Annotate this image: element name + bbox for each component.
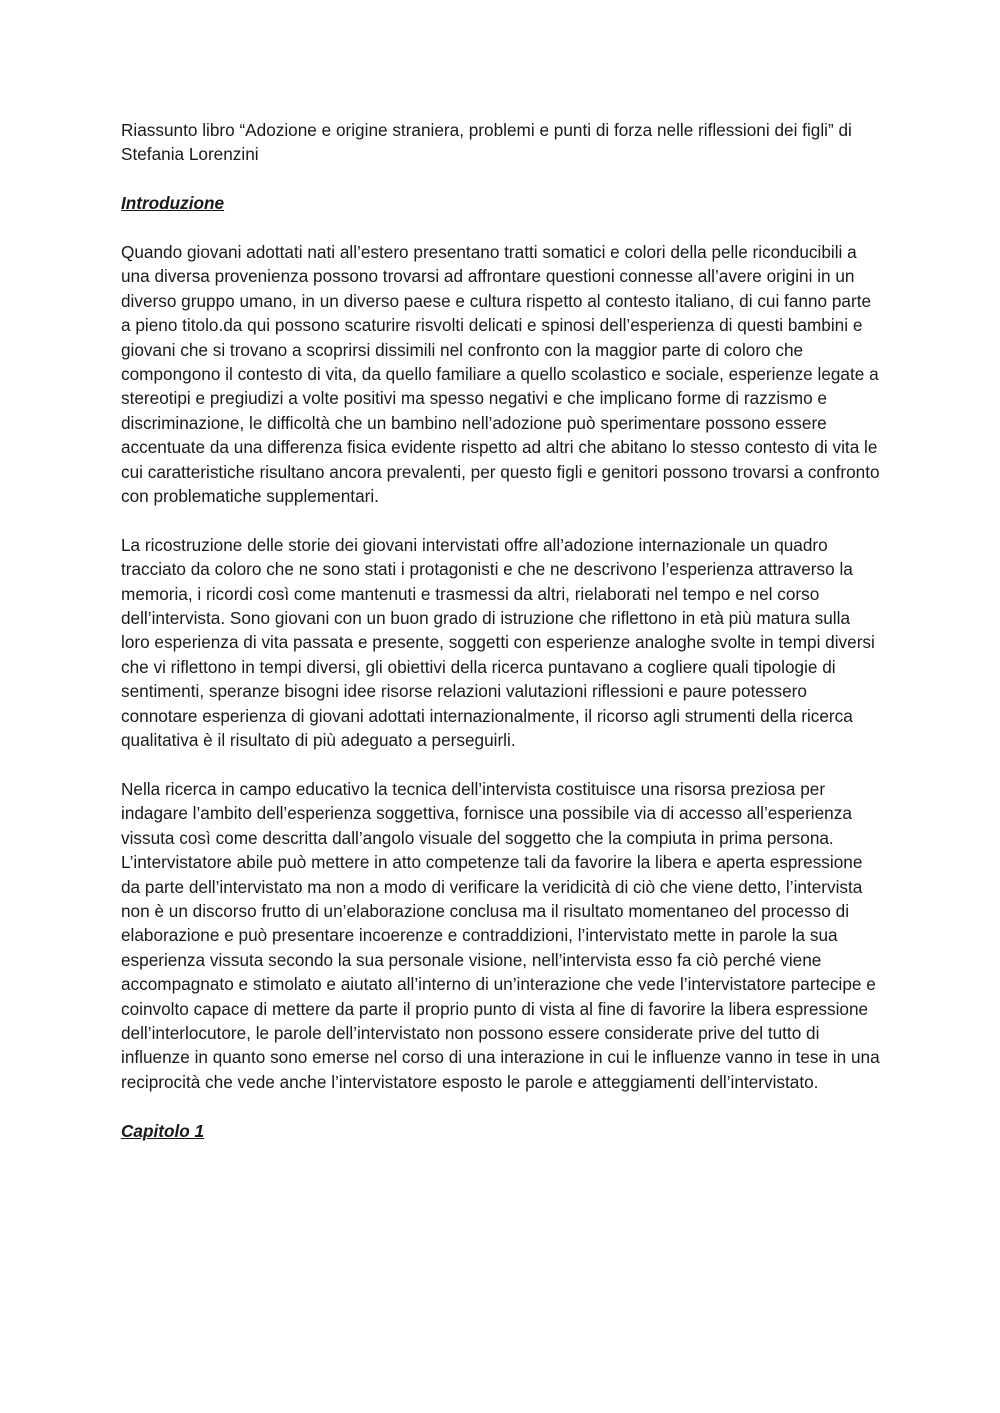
document-page <box>121 118 883 1167</box>
section-heading-introduzione: Introduzione <box>121 193 225 214</box>
paragraph: Nella ricerca in campo educativo la tecnica dell’intervista costituisce una risorsa preziosa per indagare l’ambito dell’esperienza soggettiva, fornisce una possibile via di accesso all’esperienza vissuta così come descritta dall’angolo visuale del soggetto che la compiuta in prima persona. L’intervistatore abile può mettere in atto competenze tali da favorire la libera e aperta espressione da parte dell’intervistato ma non a modo di verificare la veridicità di ciò che viene detto, l’intervista non è un discorso frutto di un’elaborazione conclusa ma il risultato momentaneo del processo di elaborazione e può presentare incoerenze e contraddizioni, l’intervistato mette in parole la sua esperienza vissuta secondo la sua personale visione, nell’intervista esso fa ciò perché viene accompagnato e stimolato e aiutato all’interno di un’interazione che vede l’intervistatore partecipe e coinvolto capace di mettere da parte il proprio punto di vista al fine di favorire la libera espressione dell’interlocutore, le parole dell’intervistato non possono essere considerate prive del tutto di influenze in quanto sono emerse nel corso di una interazione in cui le influenze vanno in tese in una reciprocità che vede anche l’intervistatore esposto le parole e atteggiamenti dell’intervistato. <box>121 778 880 1092</box>
document-title: Riassunto libro “Adozione e origine straniera, problemi e punti di forza nelle riflessioni dei figli” di Stefania Lorenzini <box>121 120 852 165</box>
paragraph: La ricostruzione delle storie dei giovani intervistati offre all’adozione internazionale un quadro tracciato da coloro che ne sono stati i protagonisti e che ne descrivono l’esperienza attraverso la memoria, i ricordi così come mantenuti e trasmessi da altri, rielaborati nel tempo e nel corso dell’intervista. Sono giovani con un buon grado di istruzione che riflettono in età più matura sulla loro esperienza di vita passata e presente, soggetti con esperienze analoghe svolte in tempi diversi che vi riflettono in tempi diversi, gli obiettivi della ricerca puntavano a cogliere quali tipologie di sentimenti, speranze bisogni idee risorse relazioni valutazioni riflessioni e paure potessero connotare esperienza di giovani adottati internazionalmente, il ricorso agli strumenti della ricerca qualitativa è il risultato di più adeguato a perseguirli. <box>121 534 875 751</box>
paragraph: Quando giovani adottati nati all’estero presentano tratti somatici e colori della pelle riconducibili a una diversa provenienza possono trovarsi ad affrontare questioni connesse all’avere origini in un diverso gruppo umano, in un diverso paese e cultura rispetto al contesto italiano, di cui fanno parte a pieno titolo.da qui possono scaturire risvolti delicati e spinosi dell’esperienza di questi bambini e giovani che si trovano a scoprirsi dissimili nel confronto con la maggior parte di coloro che compongono il contesto di vita, da quello familiare a quello scolastico e sociale, esperienze legate a stereotipi e pregiudizi a volte positivi ma spesso negativi e che implicano forme di razzismo e discriminazione, le difficoltà che un bambino nell’adozione può sperimentare possono essere accentuate da una differenza fisica evidente rispetto ad altri che abitano lo stesso contesto di vita le cui caratteristiche risultano ancora prevalenti, per questo figli e genitori possono trovarsi a confronto con problematiche supplementari. <box>121 242 880 507</box>
section-heading-capitolo-1: Capitolo 1 <box>121 1120 205 1141</box>
